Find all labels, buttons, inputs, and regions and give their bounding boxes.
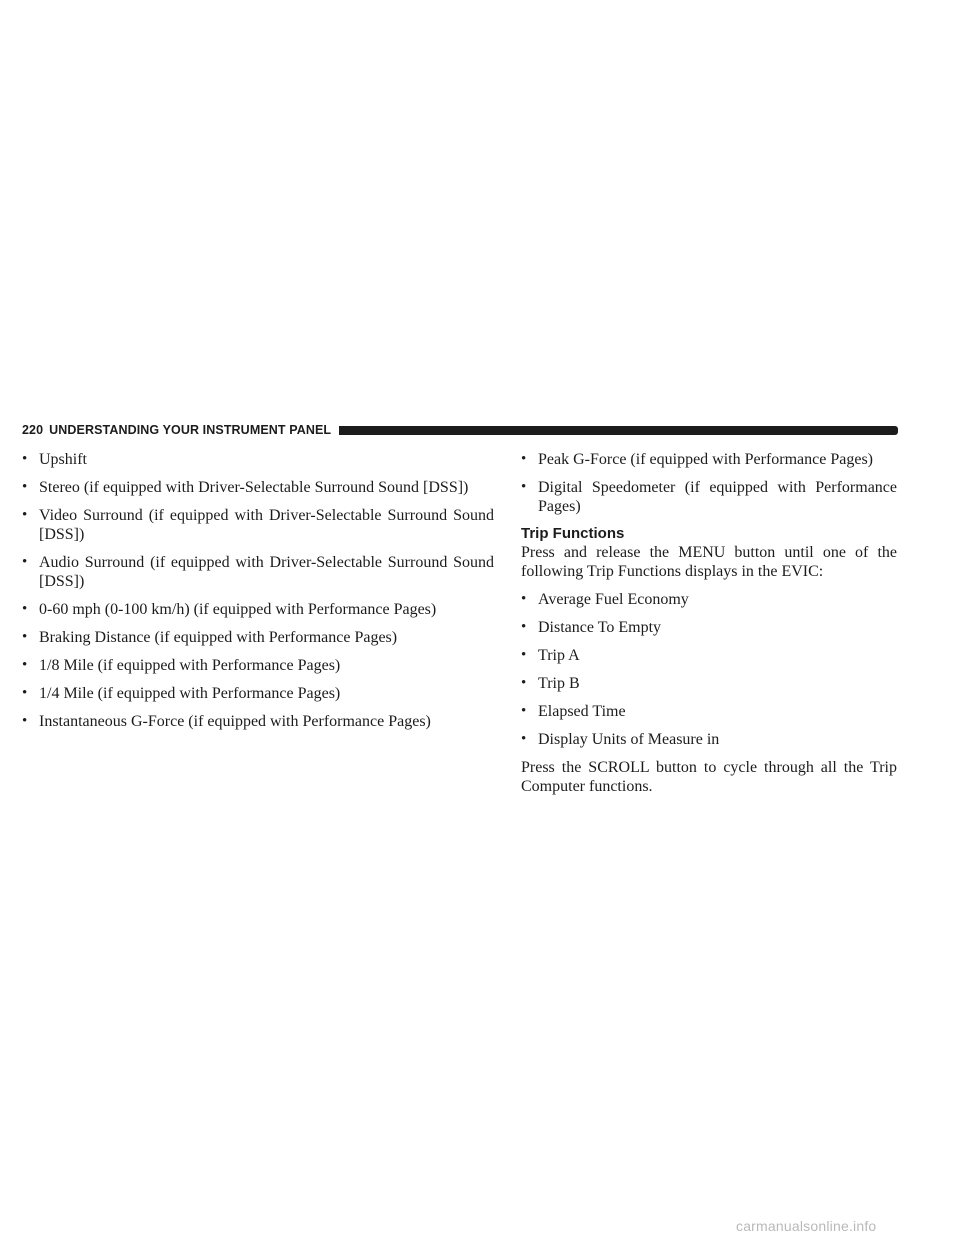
list-item — [521, 730, 897, 749]
bullet-icon: • — [521, 619, 527, 635]
bullet-icon: • — [22, 713, 28, 729]
list-item-text: Digital Speedometer (if equipped with Performance Pages) — [538, 479, 897, 515]
list-item-text: Average Fuel Economy — [538, 591, 689, 608]
list-item-text: Stereo (if equipped with Driver-Selectable Surround Sound [DSS]) — [39, 479, 469, 496]
bullet-icon: • — [22, 451, 28, 467]
list-item — [22, 628, 494, 647]
bullet-icon: • — [521, 675, 527, 691]
list-item-text: 1/8 Mile (if equipped with Performance Pages) — [39, 657, 341, 674]
list-item-text: Peak G-Force (if equipped with Performance Pages) — [538, 451, 873, 468]
bullet-icon: • — [22, 479, 28, 495]
list-item — [521, 450, 897, 469]
bullet-icon: • — [22, 601, 28, 617]
header-rule — [339, 426, 898, 435]
list-item — [22, 684, 494, 703]
running-title: UNDERSTANDING YOUR INSTRUMENT PANEL — [49, 423, 332, 437]
bullet-icon: • — [22, 507, 28, 523]
list-item — [22, 656, 494, 675]
list-item-text: 1/4 Mile (if equipped with Performance Pages) — [39, 685, 341, 702]
page-number: 220 — [22, 423, 44, 437]
bullet-icon: • — [22, 685, 28, 701]
section-heading: Trip Functions — [521, 525, 625, 542]
list-item — [521, 646, 897, 665]
list-item — [22, 600, 494, 619]
left-column — [22, 450, 494, 740]
bullet-icon: • — [22, 629, 28, 645]
trip-functions-list — [521, 590, 897, 749]
list-item — [22, 506, 494, 544]
list-item-text: Elapsed Time — [538, 703, 626, 720]
list-item-text: Upshift — [39, 451, 87, 468]
list-item — [521, 674, 897, 693]
watermark: carmanualsonline.info — [736, 1218, 877, 1234]
bullet-icon: • — [521, 591, 527, 607]
list-item — [521, 590, 897, 609]
list-item — [22, 712, 494, 731]
right-top-bullet-list — [521, 450, 897, 516]
list-item-text: Trip B — [538, 675, 580, 692]
list-item — [521, 618, 897, 637]
bullet-icon: • — [521, 451, 527, 467]
list-item-text: Braking Distance (if equipped with Performance Pages) — [39, 629, 398, 646]
list-item — [521, 702, 897, 721]
list-item-text: 0-60 mph (0-100 km/h) (if equipped with Performance Pages) — [39, 601, 437, 618]
list-item-text: Distance To Empty — [538, 619, 662, 636]
list-item — [22, 553, 494, 591]
list-item — [521, 478, 897, 516]
page-header — [22, 422, 898, 438]
list-item — [22, 450, 494, 469]
list-item — [22, 478, 494, 497]
list-item-text: Audio Surround (if equipped with Driver-Selectable Surround Sound [DSS]) — [39, 554, 494, 590]
bullet-icon: • — [521, 647, 527, 663]
bullet-icon: • — [22, 554, 28, 570]
closing-paragraph: Press the SCROLL button to cycle through all the Trip Computer functions. — [521, 759, 897, 795]
left-bullet-list — [22, 450, 494, 731]
list-item-text: Instantaneous G-Force (if equipped with Performance Pages) — [39, 713, 431, 730]
list-item-text: Video Surround (if equipped with Driver-Selectable Surround Sound [DSS]) — [39, 507, 494, 543]
bullet-icon: • — [521, 731, 527, 747]
bullet-icon: • — [521, 479, 527, 495]
right-column — [521, 450, 897, 805]
bullet-icon: • — [22, 657, 28, 673]
list-item-text: Trip A — [538, 647, 580, 664]
intro-paragraph: Press and release the MENU button until one of the following Trip Functions displays in the EVIC: — [521, 544, 897, 580]
bullet-icon: • — [521, 703, 527, 719]
list-item-text: Display Units of Measure in — [538, 731, 720, 748]
